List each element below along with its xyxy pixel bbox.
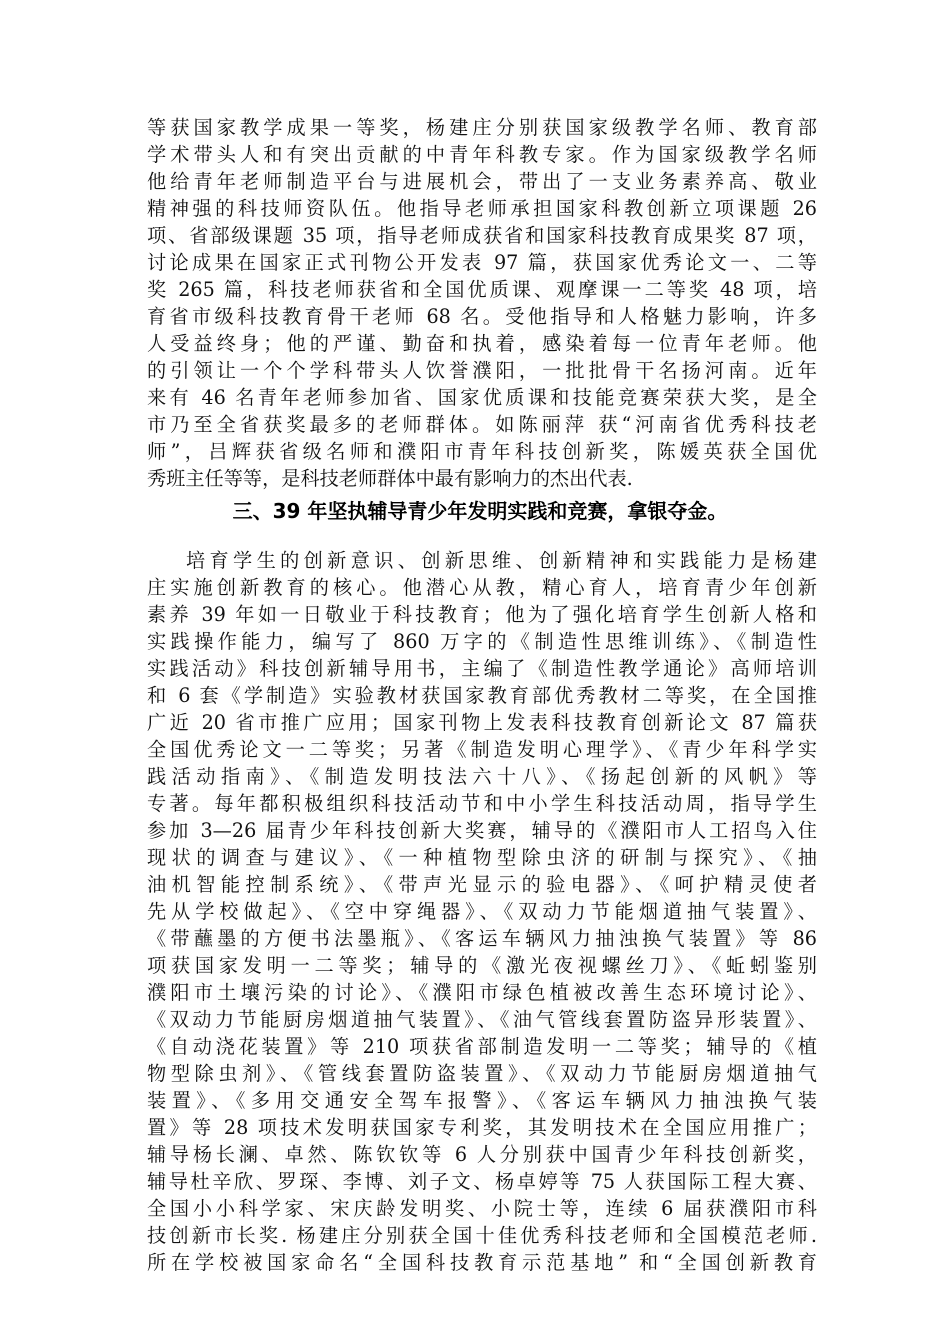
paragraph-2-line: 辅导杜辛欣、罗琛、李博、刘子文、杨卓婷等 75 人获国际工程大赛、 [147, 1170, 817, 1193]
paragraph-2-line: 参加 3—26 届青少年科技创新大奖赛，辅导的《濮阳市人工招鸟入住 [147, 819, 817, 842]
paragraph-1-line: 他给青年老师制造平台与进展机会，带出了一支业务素养高、敬业 [147, 170, 817, 193]
paragraph-2-line: 全国小小科学家、宋庆龄发明奖、小院士等，连续 6 届获濮阳市科 [147, 1197, 817, 1220]
paragraph-1-line: 奖 265 篇，科技老师获省和全国优质课、观摩课一二等奖 48 项，培 [147, 278, 817, 301]
paragraph-2-line: 实践活动》科技创新辅导用书，主编了《制造性教学通论》高师培训 [147, 657, 817, 680]
paragraph-1-line: 市乃至全省获奖最多的老师群体。如陈丽萍 获“河南省优秀科技老 [147, 413, 817, 436]
paragraph-1-line: 人受益终身；他的严谨、勤奋和执着，感染着每一位青年老师。他 [147, 332, 817, 355]
paragraph-1-line: 讨论成果在国家正式刊物公开发表 97 篇，获国家优秀论文一、二等 [147, 251, 817, 274]
paragraph-2-line: 广近 20 省市推广应用；国家刊物上发表科技教育创新论文 87 篇获 [147, 711, 817, 734]
paragraph-2-line: 辅导杨长澜、卓然、陈钦钦等 6 人分别获中国青少年科技创新奖， [147, 1143, 817, 1166]
paragraph-1-line: 来有 46 名青年老师参加省、国家优质课和技能竞赛荣获大奖，是全 [147, 386, 817, 409]
paragraph-1-line: 学术带头人和有突出贡献的中青年科教专家。作为国家级教学名师 [147, 143, 817, 166]
paragraph-2-line: 濮阳市土壤污染的讨论》、《濮阳市绿色植被改善生态环境讨论》、 [147, 981, 817, 1004]
paragraph-1-line: 育省市级科技教育骨干老师 68 名。受他指导和人格魅力影响，许多 [147, 305, 817, 328]
paragraph-2-line: 物型除虫剂》、《管线套置防盗装置》、《双动力节能厨房烟道抽气 [147, 1062, 817, 1085]
paragraph-2-line: 油机智能控制系统》、《带声光显示的验电器》、《呵护精灵使者 [147, 873, 817, 896]
paragraph-2-line: 《自动浇花装置》等 210 项获省部制造发明一二等奖；辅导的《植 [147, 1035, 817, 1058]
paragraph-2-line: 实践操作能力，编写了 860 万字的《制造性思维训练》、《制造性 [147, 630, 817, 653]
paragraph-2-line: 素养 39 年如一日敬业于科技教育；他为了强化培育学生创新人格和 [147, 603, 817, 626]
paragraph-1-line: 秀班主任等等，是科技老师群体中最有影响力的杰出代表. [147, 467, 633, 490]
paragraph-1-line: 的引领让一个个学科带头人饮誉濮阳，一批批骨干名扬河南。近年 [147, 359, 817, 382]
paragraph-2-line: 置》等 28 项技术发明获国家专利奖，其发明技术在全国应用推广； [147, 1116, 817, 1139]
paragraph-2-line: 《带蘸墨的方便书法墨瓶》、《客运车辆风力抽浊换气装置》等 86 [147, 927, 817, 950]
paragraph-2-line: 庄实施创新教育的核心。他潜心从教，精心育人，培育青少年创新 [147, 576, 817, 599]
paragraph-2-line: 项获国家发明一二等奖；辅导的《激光夜视螺丝刀》、《蚯蚓鉴别 [147, 954, 817, 977]
paragraph-2-line: 和 6 套《学制造》实验教材获国家教育部优秀教材二等奖，在全国推 [147, 684, 817, 707]
paragraph-2-line: 所在学校被国家命名“全国科技教育示范基地” 和“全国创新教育 [147, 1251, 817, 1274]
paragraph-1-line: 师”，吕辉获省级名师和濮阳市青年科技创新奖，陈媛英获全国优 [147, 440, 817, 463]
paragraph-2-line: 技创新市长奖. 杨建庄分别获全国十佳优秀科技老师和全国模范老师. [147, 1224, 817, 1247]
paragraph-1-line: 项、省部级课题 35 项，指导老师成获省和国家科技教育成果奖 87 项， [147, 224, 817, 247]
paragraph-2-line: 装置》、《多用交通安全驾车报警》、《客运车辆风力抽浊换气装 [147, 1089, 817, 1112]
paragraph-2-line: 先从学校做起》、《空中穿绳器》、《双动力节能烟道抽气装置》、 [147, 900, 817, 923]
paragraph-2-line: 培育学生的创新意识、创新思维、创新精神和实践能力是杨建 [186, 549, 817, 572]
paragraph-1-line: 精神强的科技师资队伍。他指导老师承担国家科教创新立项课题 26 [147, 197, 817, 220]
section-heading: 三、39 年坚执辅导青少年发明实践和竞赛，拿银夺金。 [232, 499, 728, 523]
paragraph-2-line: 专著。每年都积极组织科技活动节和中小学生科技活动周，指导学生 [147, 792, 817, 815]
paragraph-1-line: 等获国家教学成果一等奖，杨建庄分别获国家级教学名师、教育部 [147, 116, 817, 139]
paragraph-2-line: 现状的调查与建议》、《一种植物型除虫济的研制与探究》、《抽 [147, 846, 817, 869]
paragraph-2-line: 践活动指南》、《制造发明技法六十八》、《扬起创新的风帆》等 [147, 765, 817, 788]
paragraph-2-line: 全国优秀论文一二等奖；另著《制造发明心理学》、《青少年科学实 [147, 738, 817, 761]
paragraph-2-line: 《双动力节能厨房烟道抽气装置》、《油气管线套置防盗异形装置》、 [147, 1008, 817, 1031]
